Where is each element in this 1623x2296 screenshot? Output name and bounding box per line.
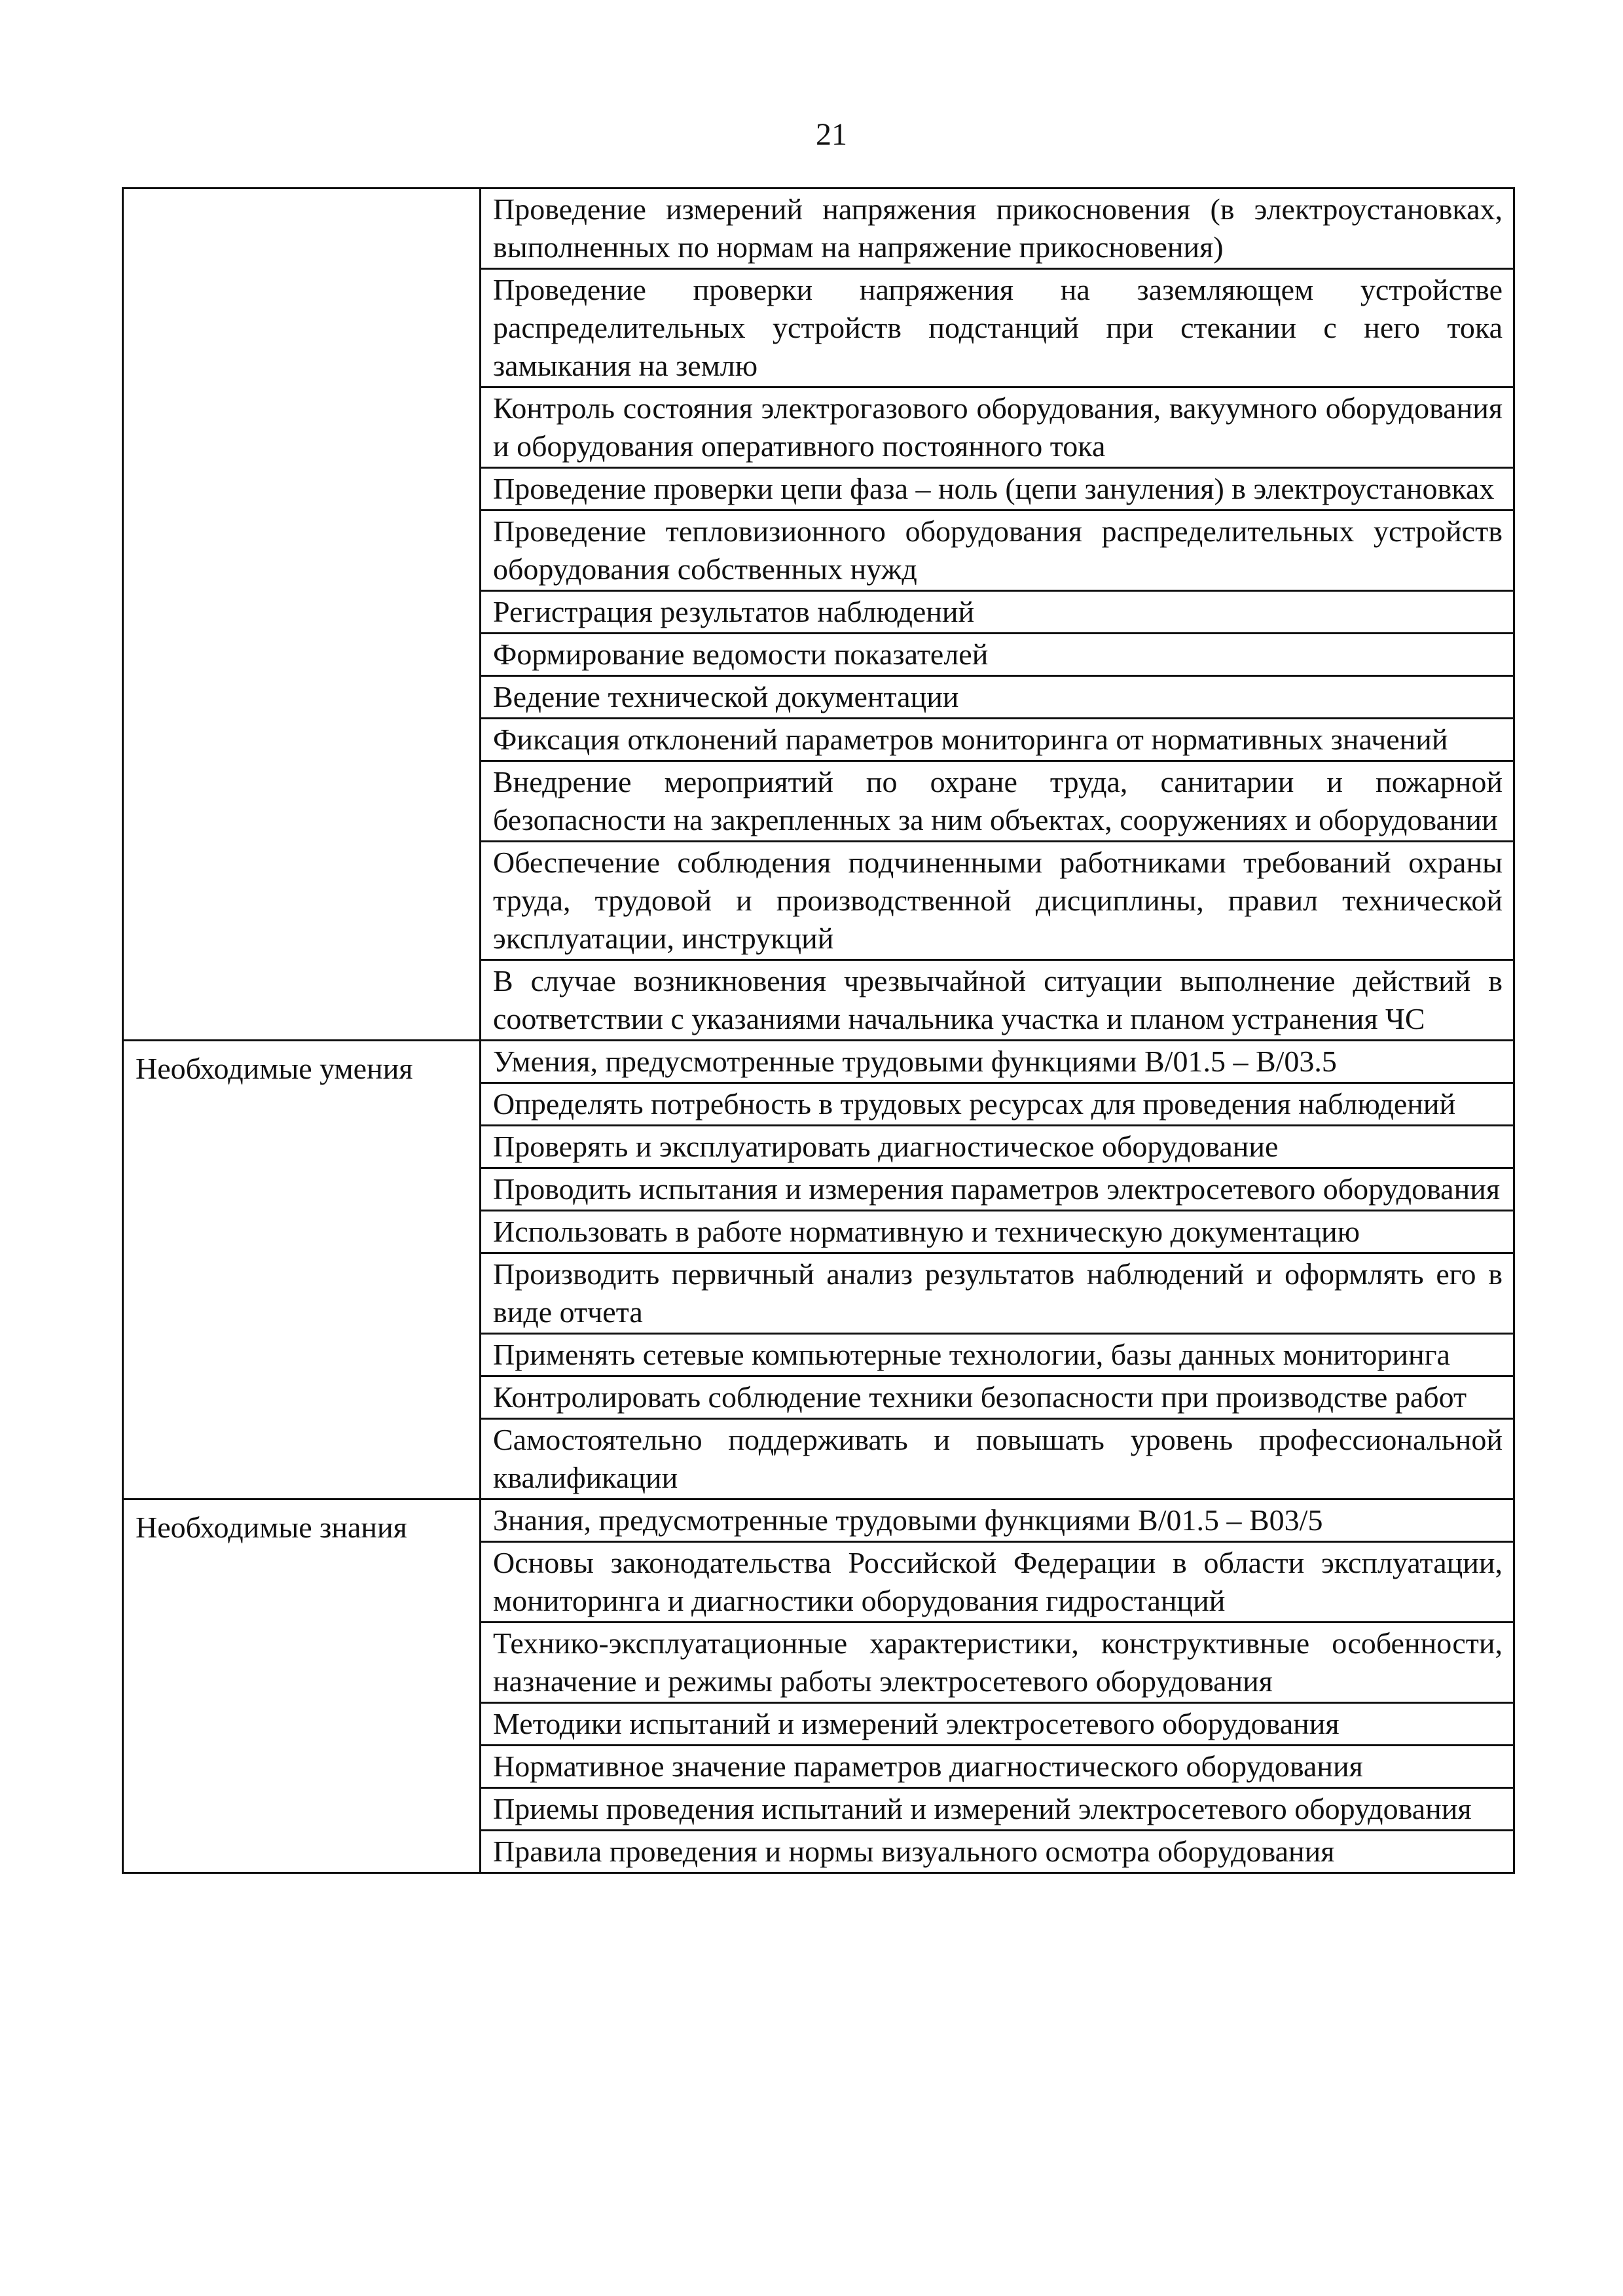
- row-item: Использовать в работе нормативную и техническую документацию: [481, 1211, 1514, 1253]
- row-item: Обеспечение соблюдения подчиненными работниками требований охраны труда, трудовой и производственной дисциплины, правил технической эксплуатации, инструкций: [481, 842, 1514, 960]
- row-item: Умения, предусмотренные трудовыми функциями В/01.5 – В/03.5: [481, 1041, 1514, 1083]
- row-item: Формирование ведомости показателей: [481, 634, 1514, 676]
- row-item: Проверять и эксплуатировать диагностическое оборудование: [481, 1126, 1514, 1168]
- row-item: Правила проведения и нормы визуального осмотра оборудования: [481, 1831, 1514, 1873]
- row-item: Технико-эксплуатационные характеристики, конструктивные особенности, назначение и режимы работы электросетевого оборудования: [481, 1623, 1514, 1703]
- row-item: Проведение проверки цепи фаза – ноль (цепи зануления) в электроустановках: [481, 468, 1514, 511]
- row-item: Контроль состояния электрогазового оборудования, вакуумного оборудования и оборудования оперативного постоянного тока: [481, 387, 1514, 468]
- page-number: 21: [816, 117, 847, 152]
- row-item: Проведение измерений напряжения прикосновения (в электроустановках, выполненных по нормам на напряжение прикосновения): [481, 188, 1514, 269]
- row-item: Фиксация отклонений параметров мониторинга от нормативных значений: [481, 719, 1514, 761]
- row-item: Самостоятельно поддерживать и повышать уровень профессиональной квалификации: [481, 1419, 1514, 1499]
- row-item: Ведение технической документации: [481, 676, 1514, 719]
- row-item: Проводить испытания и измерения параметров электросетевого оборудования: [481, 1168, 1514, 1211]
- row-item: Регистрация результатов наблюдений: [481, 591, 1514, 634]
- table-row: [123, 1041, 1514, 1083]
- row-item: Нормативное значение параметров диагностического оборудования: [481, 1746, 1514, 1788]
- row-item: Приемы проведения испытаний и измерений электросетевого оборудования: [481, 1788, 1514, 1831]
- row-item: Знания, предусмотренные трудовыми функциями В/01.5 – В03/5: [481, 1499, 1514, 1542]
- row-item: Производить первичный анализ результатов наблюдений и оформлять его в виде отчета: [481, 1253, 1514, 1334]
- table-row: [123, 1499, 1514, 1542]
- requirements-table: [122, 187, 1515, 1874]
- row-item: Применять сетевые компьютерные технологии, базы данных мониторинга: [481, 1334, 1514, 1376]
- row-item: В случае возникновения чрезвычайной ситуации выполнение действий в соответствии с указаниями начальника участка и планом устранения ЧС: [481, 960, 1514, 1041]
- row-item: Внедрение мероприятий по охране труда, санитарии и пожарной безопасности на закрепленных за ним объектах, сооружениях и оборудовании: [481, 761, 1514, 842]
- row-label: Необходимые знания: [123, 1499, 481, 1873]
- row-label: [123, 188, 481, 1041]
- row-item: Проведение проверки напряжения на заземляющем устройстве распределительных устройств подстанций при стекании с него тока замыкания на землю: [481, 269, 1514, 387]
- row-item: Определять потребность в трудовых ресурсах для проведения наблюдений: [481, 1083, 1514, 1126]
- row-label: Необходимые умения: [123, 1041, 481, 1499]
- table-row: [123, 188, 1514, 269]
- row-item: Методики испытаний и измерений электросетевого оборудования: [481, 1703, 1514, 1746]
- row-item: Основы законодательства Российской Федерации в области эксплуатации, мониторинга и диагностики оборудования гидростанций: [481, 1542, 1514, 1623]
- row-item: Контролировать соблюдение техники безопасности при производстве работ: [481, 1376, 1514, 1419]
- row-item: Проведение тепловизионного оборудования распределительных устройств оборудования собственных нужд: [481, 511, 1514, 591]
